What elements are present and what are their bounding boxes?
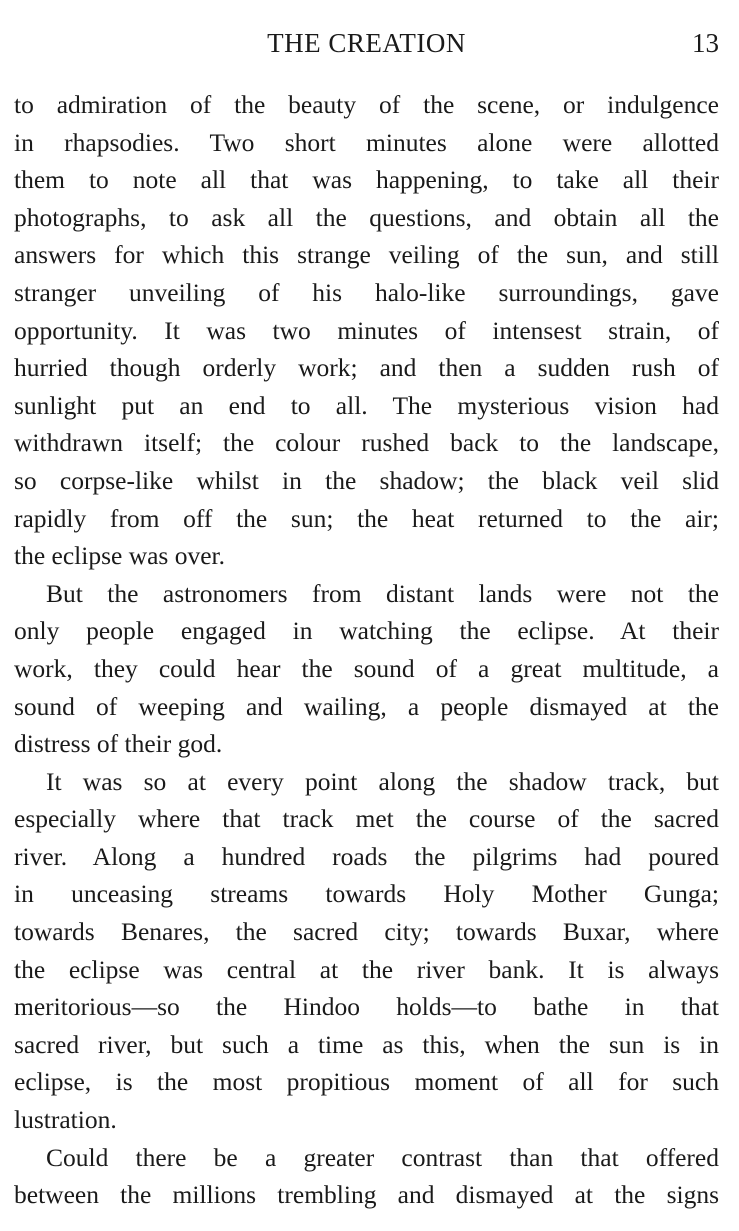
text-line: only people engaged in watching the eclipse. At their [14, 616, 719, 646]
running-title: THE CREATION [267, 28, 466, 58]
text-line: Could there be a greater contrast than that offered [46, 1142, 719, 1172]
text-line: river. Along a hundred roads the pilgrims had poured [14, 841, 719, 871]
text-line: hurried though orderly work; and then a sudden rush of [14, 353, 719, 383]
text-line: But the astronomers from distant lands were not the [46, 578, 719, 608]
text-line: in unceasing streams towards Holy Mother Gunga; [14, 879, 719, 909]
text-line: rapidly from off the sun; the heat returned to the air; [14, 503, 719, 533]
text-line: so corpse-like whilst in the shadow; the black veil slid [14, 465, 719, 495]
text-line: distress of their god. [14, 729, 223, 759]
text-line: between the millions trembling and dismayed at the signs [14, 1180, 719, 1210]
text-line: in rhapsodies. Two short minutes alone were allotted [14, 127, 719, 157]
text-line: the eclipse was over. [14, 541, 226, 571]
text-line: meritorious—so the Hindoo holds—to bathe in that [14, 992, 719, 1022]
text-line: sacred river, but such a time as this, when the sun is in [14, 1029, 719, 1059]
text-line: lustration. [14, 1105, 117, 1135]
text-line: sunlight put an end to all. The mysterious vision had [14, 390, 719, 420]
text-line: especially where that track met the course of the sacred [14, 804, 719, 834]
page-header [14, 28, 719, 62]
text-line: towards Benares, the sacred city; towards Buxar, where [14, 917, 719, 947]
text-line: them to note all that was happening, to take all their [14, 165, 719, 195]
text-line: eclipse, is the most propitious moment of all for such [14, 1067, 719, 1097]
text-line: sound of weeping and wailing, a people dismayed at the [14, 691, 719, 721]
text-line: photographs, to ask all the questions, and obtain all the [14, 202, 719, 232]
text-line: stranger unveiling of his halo-like surroundings, gave [14, 277, 719, 307]
body-text [14, 86, 719, 1214]
text-line: opportunity. It was two minutes of intensest strain, of [14, 315, 719, 345]
text-line: to admiration of the beauty of the scene, or indulgence [14, 90, 719, 119]
text-line: answers for which this strange veiling of the sun, and still [14, 240, 719, 270]
text-line: It was so at every point along the shadow track, but [46, 766, 719, 796]
text-line: work, they could hear the sound of a great multitude, a [14, 653, 719, 683]
text-line: withdrawn itself; the colour rushed back to the landscape, [14, 428, 719, 458]
text-line: the eclipse was central at the river bank. It is always [14, 954, 719, 984]
page-number: 13 [692, 28, 719, 58]
